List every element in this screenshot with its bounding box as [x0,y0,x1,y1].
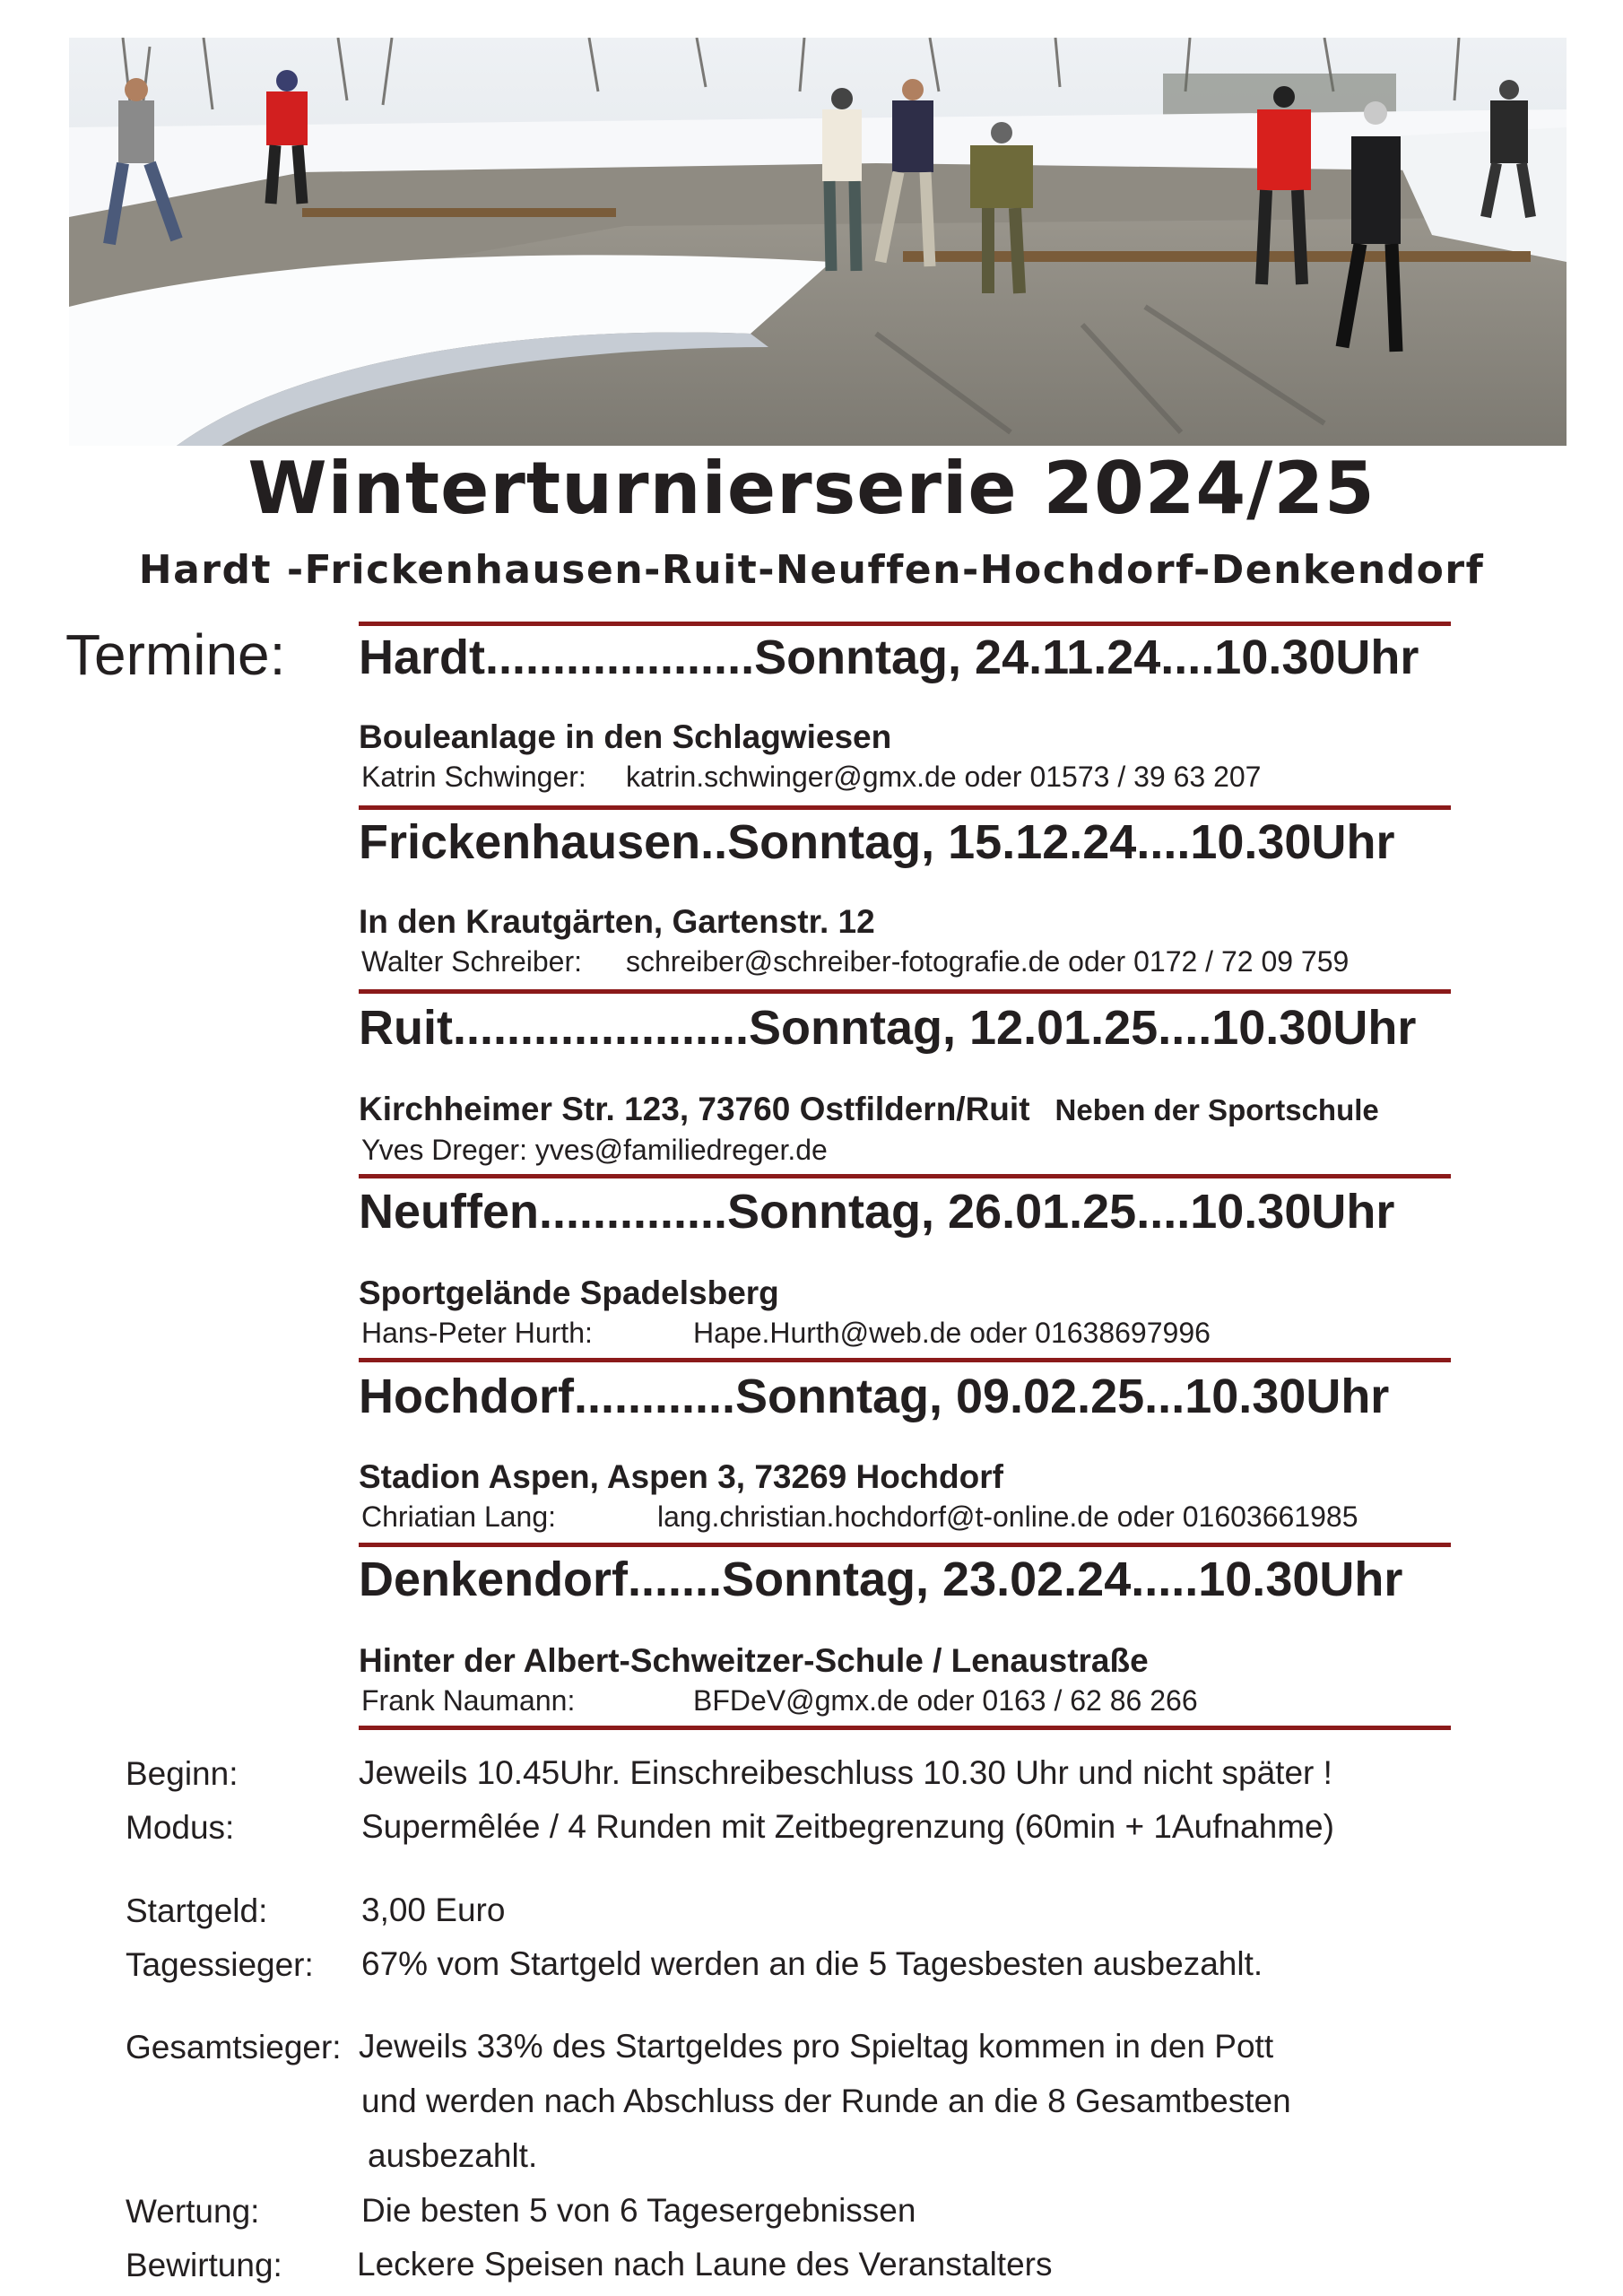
startgeld-text: 3,00 Euro [361,1892,506,1928]
event-contact [361,944,1349,979]
contact-detail: Hape.Hurth@web.de oder 01638697996 [693,1317,1211,1349]
contact-name: Frank Naumann: [361,1684,576,1717]
event-heading: Hochdorf............Sonntag, 09.02.25...10.30Uhr [359,1370,1390,1423]
divider-rule [359,1358,1451,1362]
page-subtitle: Hardt -Frickenhausen-Ruit-Neuffen-Hochdorf-Denkendorf [138,547,1485,593]
gesamtsieger-text-line3: ausbezahlt. [368,2137,538,2174]
bewirtung-text: Leckere Speisen nach Laune des Veranstalters [357,2246,1053,2283]
wertung-text: Die besten 5 von 6 Tagesergebnissen [361,2192,916,2229]
divider-rule [359,805,1451,810]
event-contact: Yves Dreger: yves@familiedreger.de [361,1134,828,1166]
event-heading: Ruit......................Sonntag, 12.01.25....10.30Uhr [359,1001,1417,1055]
modus-text: Supermêlée / 4 Runden mit Zeitbegrenzung (60min + 1Aufnahme) [361,1808,1334,1845]
event-location: In den Krautgärten, Gartenstr. 12 [359,903,875,940]
contact-detail: lang.christian.hochdorf@t-online.de oder 01603661985 [657,1500,1358,1533]
event-heading: Hardt....................Sonntag, 24.11.24....10.30Uhr [359,631,1419,684]
bewirtung-label: Bewirtung: [126,2247,282,2283]
event-heading: Frickenhausen..Sonntag, 15.12.24....10.30Uhr [359,815,1395,869]
location-text: Kirchheimer Str. 123, 73760 Ostfildern/Ruit [359,1091,1030,1127]
wertung-label: Wertung: [126,2193,260,2230]
beginn-text: Jeweils 10.45Uhr. Einschreibeschluss 10.30 Uhr und nicht später ! [359,1754,1332,1791]
divider-rule [359,1543,1451,1547]
event-contact [361,1315,1211,1351]
modus-label: Modus: [126,1809,235,1846]
beginn-label: Beginn: [126,1755,239,1792]
contact-detail: BFDeV@gmx.de oder 0163 / 62 86 266 [693,1684,1198,1717]
event-location: Sportgelände Spadelsberg [359,1274,779,1311]
gesamtsieger-text-line1: Jeweils 33% des Startgeldes pro Spieltag kommen in den Pott [359,2028,1274,2065]
contact-name: Katrin Schwinger: [361,761,586,793]
event-location: Bouleanlage in den Schlagwiesen [359,718,892,755]
tagessieger-label: Tagessieger: [126,1946,314,1983]
contact-name: Walter Schreiber: [361,945,582,978]
contact-name: Chriatian Lang: [361,1500,557,1533]
tagessieger-text: 67% vom Startgeld werden an die 5 Tagesbesten ausbezahlt. [361,1945,1263,1982]
page-title: Winterturnierserie 2024/25 [247,447,1376,530]
event-contact [361,1683,1198,1718]
termine-label: Termine: [65,622,286,687]
location-note: Neben der Sportschule [1055,1093,1379,1126]
event-contact [361,1499,1358,1535]
event-heading: Denkendorf.......Sonntag, 23.02.24.....10.30Uhr [359,1552,1403,1606]
divider-rule [359,1726,1451,1730]
event-contact [361,759,1261,795]
gesamtsieger-label: Gesamtsieger: [126,2029,342,2066]
event-location: Hinter der Albert-Schweitzer-Schule / Lenaustraße [359,1642,1149,1679]
event-location [359,1090,1379,1130]
contact-name: Hans-Peter Hurth: [361,1317,593,1349]
divider-rule [359,989,1451,994]
event-heading: Neuffen..............Sonntag, 26.01.25....10.30Uhr [359,1185,1395,1239]
contact-detail: katrin.schwinger@gmx.de oder 01573 / 39 63 207 [626,761,1262,793]
event-location: Stadion Aspen, Aspen 3, 73269 Hochdorf [359,1458,1003,1495]
header-photo [69,38,1567,446]
divider-rule [359,622,1451,626]
divider-rule [359,1174,1451,1178]
startgeld-label: Startgeld: [126,1892,268,1929]
boule-players-snow-photo [69,38,1567,446]
contact-detail: schreiber@schreiber-fotografie.de oder 0172 / 72 09 759 [626,945,1350,978]
gesamtsieger-text-line2: und werden nach Abschluss der Runde an die 8 Gesamtbesten [361,2083,1291,2119]
